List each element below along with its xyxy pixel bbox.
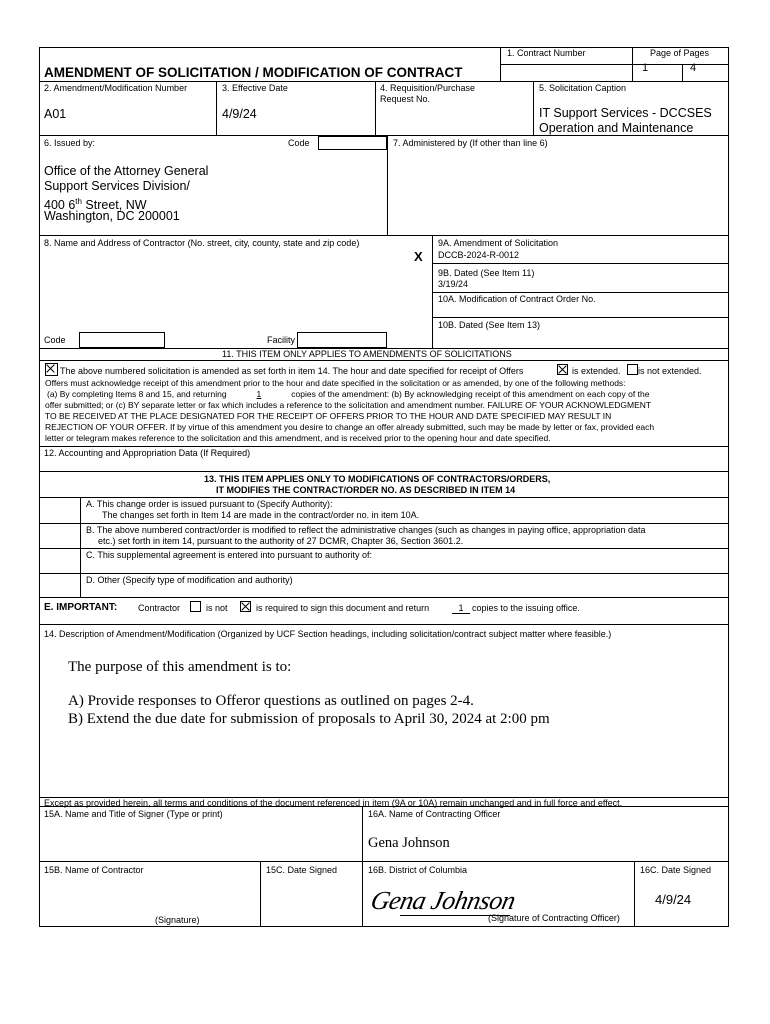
issuer-line: Support Services Division/: [44, 179, 190, 193]
contracting-officer-name: Gena Johnson: [368, 835, 450, 851]
not-extended-label: is not extended.: [638, 366, 702, 376]
rule: [39, 497, 729, 498]
except-text: Except as provided herein, all terms and conditions of the document referenced in item (9A or 10A) remain unchanged and in full force and effect.: [44, 798, 623, 808]
item11-line: letter or telegram makes reference to the solicitation and this amendment, and is received prior to the opening hour and date specified.: [45, 433, 551, 443]
issuer-line: Washington, DC 200001: [44, 209, 180, 223]
item11-line3-a: (a) By completing Items 8 and 15, and returning: [47, 389, 229, 399]
rule: [39, 597, 729, 598]
important-label: E. IMPORTANT:: [44, 602, 118, 613]
issuer-street-name: Street, NW: [81, 198, 147, 213]
date-signed-value: 4/9/24: [655, 892, 692, 907]
item11-copies[interactable]: 1: [256, 389, 262, 399]
item15a-label: 15A. Name and Title of Signer (Type or print): [44, 809, 223, 819]
not-extended-checkbox[interactable]: [627, 364, 638, 375]
rule: [39, 235, 729, 236]
item13-header: 13. THIS ITEM APPLIES ONLY TO MODIFICATIONS OF CONTRACTORS/ORDERS,: [204, 474, 551, 484]
item13c: C. This supplemental agreement is entered into pursuant to authority of:: [86, 550, 372, 560]
rule: [39, 573, 729, 574]
total-pages: 4: [690, 62, 697, 74]
rule: [533, 81, 534, 135]
important-is-required: is required to sign this document and return: [256, 603, 430, 613]
item9b-value: 3/19/24: [438, 279, 469, 289]
item13d: D. Other (Specify type of modification and authority): [86, 575, 293, 585]
item9a-label: 9A. Amendment of Solicitation: [438, 238, 559, 248]
requisition-label: 4. Requisition/Purchase: [380, 83, 476, 93]
item10a-label: 10A. Modification of Contract Order No.: [438, 294, 596, 304]
item11-line: The above numbered solicitation is amended as set forth in item 14. The hour and date specified for receipt of Offers: [60, 366, 524, 376]
item13-header-line2: IT MODIFIES THE CONTRACT/ORDER NO. AS DESCRIBED IN ITEM 14: [216, 485, 516, 495]
issued-by-label: 6. Issued by:: [44, 138, 96, 148]
rule: [632, 47, 633, 81]
issuer-street-suffix: th: [75, 197, 82, 206]
rule: [39, 471, 729, 472]
important-end: copies to the issuing office.: [472, 603, 580, 613]
issuer-code-box[interactable]: [318, 136, 387, 150]
rule: [362, 806, 363, 927]
officer-signature-label: (Signature of Contracting Officer): [488, 913, 620, 923]
is-required-checkbox[interactable]: [240, 601, 251, 612]
item15b-label: 15B. Name of Contractor: [44, 865, 144, 875]
extended-label: is extended.: [572, 366, 621, 376]
rule: [39, 360, 729, 361]
item11-line3-b: copies of the amendment: (b) By acknowledging receipt of this amendment on each copy of the: [288, 389, 650, 399]
item12-label: 12. Accounting and Appropriation Data (If Required): [44, 448, 251, 458]
important-copies[interactable]: 1: [452, 603, 470, 614]
rule: [39, 81, 729, 82]
item13a: A. This change order is issued pursuant to (Specify Authority):: [86, 499, 333, 509]
item11-line: offer submitted; or (c) BY separate letter or fax which includes a reference to the solicitation and amendment number. FAILURE OF YOUR ACKNOWLEDGMENT: [45, 400, 652, 410]
item9b-label: 9B. Dated (See Item 11): [438, 268, 535, 278]
rule: [39, 806, 729, 807]
item16c-label: 16C. Date Signed: [640, 865, 712, 875]
item16a-label: 16A. Name of Contracting Officer: [368, 809, 501, 819]
item11-line: TO BE RECEIVED AT THE PLACE DESIGNATED FOR THE RECEIPT OF OFFERS PRIOR TO THE HOUR AND DATE SPECIFIED MAY RESULT IN: [45, 411, 612, 421]
rule: [634, 861, 635, 927]
facility-label: Facility: [267, 335, 296, 345]
solicitation-caption-value: IT Support Services - DCCSES: [539, 106, 712, 120]
administered-by-label: 7. Administered by (If other than line 6): [393, 138, 548, 148]
amendment-number-label: 2. Amendment/Modification Number: [44, 83, 188, 93]
amendment-number-value: A01: [44, 107, 67, 121]
item11-line: Offers must acknowledge receipt of this amendment prior to the hour and date specified in the solicitation or as amended, by one of the following methods:: [45, 378, 626, 388]
item14-item-a: A) Provide responses to Offeror questions as outlined on pages 2-4.: [68, 693, 474, 709]
rule: [39, 861, 729, 862]
rule: [260, 861, 261, 927]
rule: [387, 135, 388, 235]
extended-checkbox[interactable]: [557, 364, 568, 375]
page-of-pages-label: Page of Pages: [650, 48, 710, 58]
rule: [682, 64, 683, 81]
rule: [39, 624, 729, 625]
facility-box[interactable]: [297, 332, 387, 348]
item14-purpose: The purpose of this amendment is to:: [68, 659, 292, 675]
item14-label: 14. Description of Amendment/Modification (Organized by UCF Section headings, including solicitation/contract subject matter where feasible.): [44, 629, 612, 639]
issuer-code-label: Code: [288, 138, 310, 148]
rule: [432, 235, 433, 348]
item11-line: [47, 389, 649, 400]
contractor-label: 8. Name and Address of Contractor (No. street, city, county, state and zip code): [44, 238, 360, 248]
contractor-code-box[interactable]: [79, 332, 165, 348]
contractor-signature-label: (Signature): [155, 915, 200, 925]
item9-mark: X: [414, 249, 423, 264]
important-is-not: is not: [206, 603, 228, 613]
rule: [500, 47, 501, 81]
officer-signature: Gena Johnson: [368, 886, 518, 915]
item13b-detail: etc.) set forth in item 14, pursuant to the authority of 27 DCMR, Chapter 36, Section 3601.2.: [98, 536, 464, 546]
item13b: B. The above numbered contract/order is modified to reflect the administrative changes (such as changes in paying office, appropriation data: [86, 525, 646, 535]
page-number: 1: [642, 62, 649, 74]
rule: [375, 81, 376, 135]
effective-date-label: 3. Effective Date: [222, 83, 288, 93]
solicitation-caption-value-line2: Operation and Maintenance: [539, 121, 694, 135]
item9a-value: DCCB-2024-R-0012: [438, 250, 520, 260]
item11-header: 11. THIS ITEM ONLY APPLIES TO AMENDMENTS OF SOLICITATIONS: [222, 349, 512, 359]
rule: [39, 523, 729, 524]
item10b-label: 10B. Dated (See Item 13): [438, 320, 541, 330]
form-title: AMENDMENT OF SOLICITATION / MODIFICATION OF CONTRACT: [44, 65, 463, 80]
rule: [432, 317, 729, 318]
item11-amended-checkbox[interactable]: [45, 363, 58, 376]
issuer-street-number: 400 6: [44, 198, 76, 213]
rule: [432, 263, 729, 264]
effective-date-value: 4/9/24: [222, 107, 257, 121]
rule: [80, 497, 81, 597]
item15c-label: 15C. Date Signed: [266, 865, 338, 875]
item13a-detail: The changes set forth in Item 14 are made in the contract/order no. in item 10A.: [102, 510, 420, 520]
requisition-label-line2: Request No.: [380, 94, 431, 104]
rule: [39, 446, 729, 447]
item14-item-b: B) Extend the due date for submission of proposals to April 30, 2024 at 2:00 pm: [68, 711, 550, 727]
solicitation-caption-label: 5. Solicitation Caption: [539, 83, 627, 93]
contractor-code-label: Code: [44, 335, 66, 345]
item16b-label: 16B. District of Columbia: [368, 865, 468, 875]
rule: [432, 292, 729, 293]
issuer-line: Office of the Attorney General: [44, 164, 209, 178]
rule: [39, 548, 729, 549]
item11-line: REJECTION OF YOUR OFFER. If by virtue of this amendment you desire to change an offer already submitted, such may be made by letter or fax, provided each: [45, 422, 655, 432]
important-contractor: Contractor: [138, 603, 181, 613]
rule: [216, 81, 217, 135]
is-not-checkbox[interactable]: [190, 601, 201, 612]
contract-number-label: 1. Contract Number: [507, 48, 586, 58]
